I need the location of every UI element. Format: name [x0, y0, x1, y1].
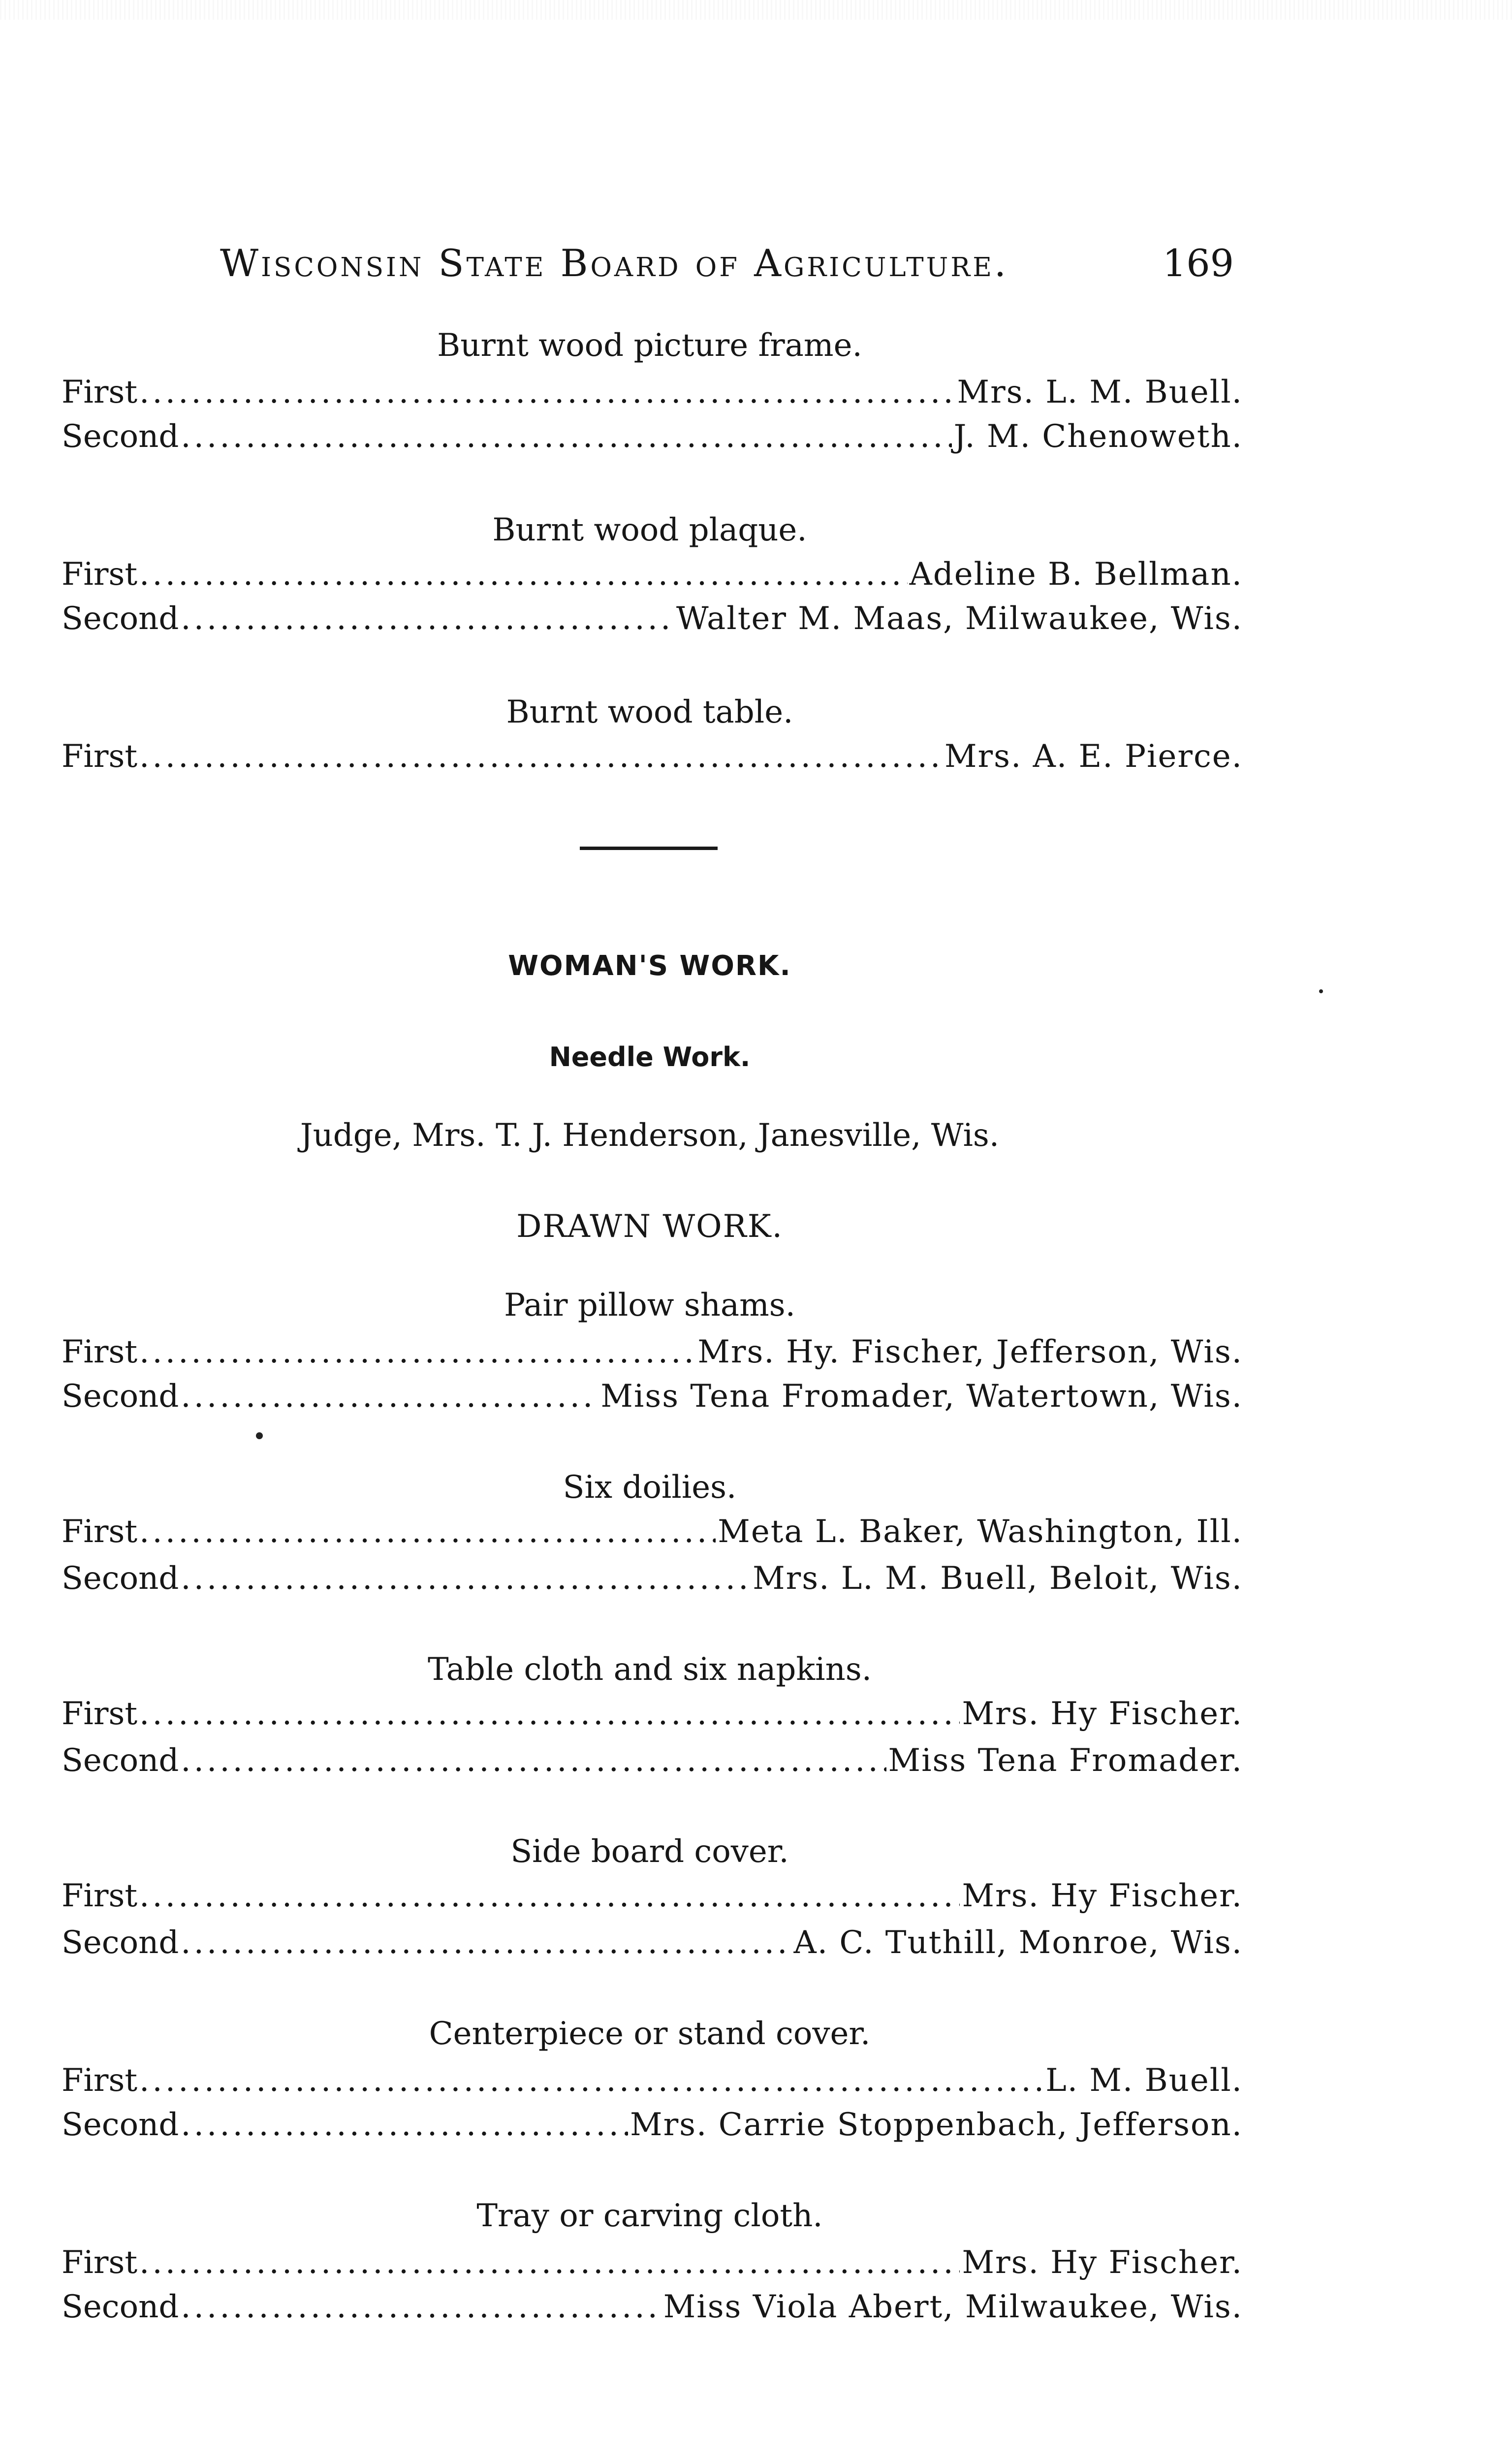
scan-speck: [1319, 989, 1323, 993]
winner-name: Mrs. A. E. Pierce.: [944, 738, 1243, 775]
award-line: [62, 2057, 1243, 2104]
award-line: [62, 1373, 1243, 1420]
place-label: First: [62, 556, 138, 593]
dot-leader: [139, 1691, 960, 1737]
place-label: Second: [62, 2289, 179, 2325]
award-line: [62, 1329, 1243, 1376]
winner-name: Miss Tena Fromader, Watertown, Wis.: [600, 1378, 1243, 1415]
dot-leader: [139, 369, 955, 416]
section-divider: [580, 847, 718, 850]
award-line: [62, 369, 1243, 416]
dot-leader: [139, 1873, 960, 1920]
section-heading: Centerpiece or stand cover.: [429, 2016, 871, 2052]
dot-leader: [139, 2240, 960, 2286]
award-line: [62, 733, 1243, 780]
winner-name: Mrs. Hy. Fischer, Jefferson, Wis.: [697, 1334, 1243, 1370]
judge-line: Judge, Mrs. T. J. Henderson, Janesville, Wis.: [300, 1117, 1000, 1154]
dot-leader: [181, 2284, 661, 2331]
place-label: First: [62, 1696, 138, 1732]
dot-leader: [139, 1329, 695, 1376]
dot-leader: [181, 596, 674, 642]
award-line: [62, 1509, 1243, 1555]
award-line: [62, 2284, 1243, 2331]
award-line: [62, 2102, 1243, 2148]
winner-name: A. C. Tuthill, Monroe, Wis.: [793, 1925, 1243, 1961]
award-line: [62, 1920, 1243, 1966]
page-number: 169: [1162, 241, 1234, 285]
running-head-title: Wisconsin State Board of Agriculture.: [220, 241, 1009, 285]
winner-name: Adeline B. Bellman.: [909, 556, 1243, 593]
dot-leader: [181, 1373, 598, 1420]
winner-name: Walter M. Maas, Milwaukee, Wis.: [676, 600, 1243, 637]
department-title: WOMAN'S WORK.: [508, 950, 791, 982]
place-label: First: [62, 1334, 138, 1370]
place-label: Second: [62, 1925, 179, 1961]
winner-name: Mrs. L. M. Buell, Beloit, Wis.: [753, 1560, 1243, 1597]
place-label: First: [62, 2062, 138, 2099]
dot-leader: [181, 1920, 791, 1966]
place-label: Second: [62, 1560, 179, 1597]
place-label: Second: [62, 600, 179, 637]
winner-name: Mrs. L. M. Buell.: [957, 374, 1243, 410]
section-heading: Burnt wood picture frame.: [437, 327, 862, 364]
place-label: First: [62, 1514, 138, 1550]
dot-leader: [139, 2057, 1043, 2104]
running-head: [220, 236, 1234, 290]
award-line: [62, 2240, 1243, 2286]
scan-noise-band: [0, 0, 1512, 20]
award-line: [62, 1737, 1243, 1784]
award-line: [62, 1691, 1243, 1737]
dot-leader: [139, 733, 943, 780]
place-label: Second: [62, 1742, 179, 1779]
winner-name: Mrs. Hy Fischer.: [962, 1878, 1243, 1914]
section-heading: Table cloth and six napkins.: [427, 1651, 872, 1688]
winner-name: Mrs. Hy Fischer.: [962, 1696, 1243, 1732]
section-heading: Pair pillow shams.: [504, 1287, 795, 1324]
section-heading: Burnt wood table.: [506, 694, 793, 730]
dot-leader: [139, 1509, 716, 1555]
class-heading: DRAWN WORK.: [516, 1208, 783, 1245]
dot-leader: [181, 2102, 628, 2148]
scan-speck: [256, 1432, 263, 1439]
winner-name: Miss Tena Fromader.: [888, 1742, 1243, 1779]
place-label: First: [62, 2244, 138, 2281]
winner-name: J. M. Chenoweth.: [953, 418, 1243, 455]
winner-name: Mrs. Carrie Stoppenbach, Jefferson.: [630, 2107, 1243, 2143]
dot-leader: [181, 1737, 886, 1784]
section-heading: Burnt wood plaque.: [492, 512, 807, 548]
place-label: First: [62, 1878, 138, 1914]
place-label: Second: [62, 1378, 179, 1415]
place-label: Second: [62, 2107, 179, 2143]
award-line: [62, 413, 1243, 460]
place-label: First: [62, 738, 138, 775]
dot-leader: [181, 1555, 751, 1602]
section-heading: Tray or carving cloth.: [476, 2198, 823, 2234]
winner-name: Miss Viola Abert, Milwaukee, Wis.: [663, 2289, 1243, 2325]
award-line: [62, 551, 1243, 598]
winner-name: Mrs. Hy Fischer.: [962, 2244, 1243, 2281]
section-heading: Six doilies.: [563, 1469, 737, 1506]
winner-name: L. M. Buell.: [1045, 2062, 1243, 2099]
department-subtitle: Needle Work.: [549, 1041, 751, 1073]
dot-leader: [181, 413, 951, 460]
section-heading: Side board cover.: [510, 1833, 789, 1870]
dot-leader: [139, 551, 908, 598]
award-line: [62, 596, 1243, 642]
award-line: [62, 1873, 1243, 1920]
winner-name: Meta L. Baker, Washington, Ill.: [718, 1514, 1243, 1550]
place-label: First: [62, 374, 138, 410]
award-line: [62, 1555, 1243, 1602]
place-label: Second: [62, 418, 179, 455]
